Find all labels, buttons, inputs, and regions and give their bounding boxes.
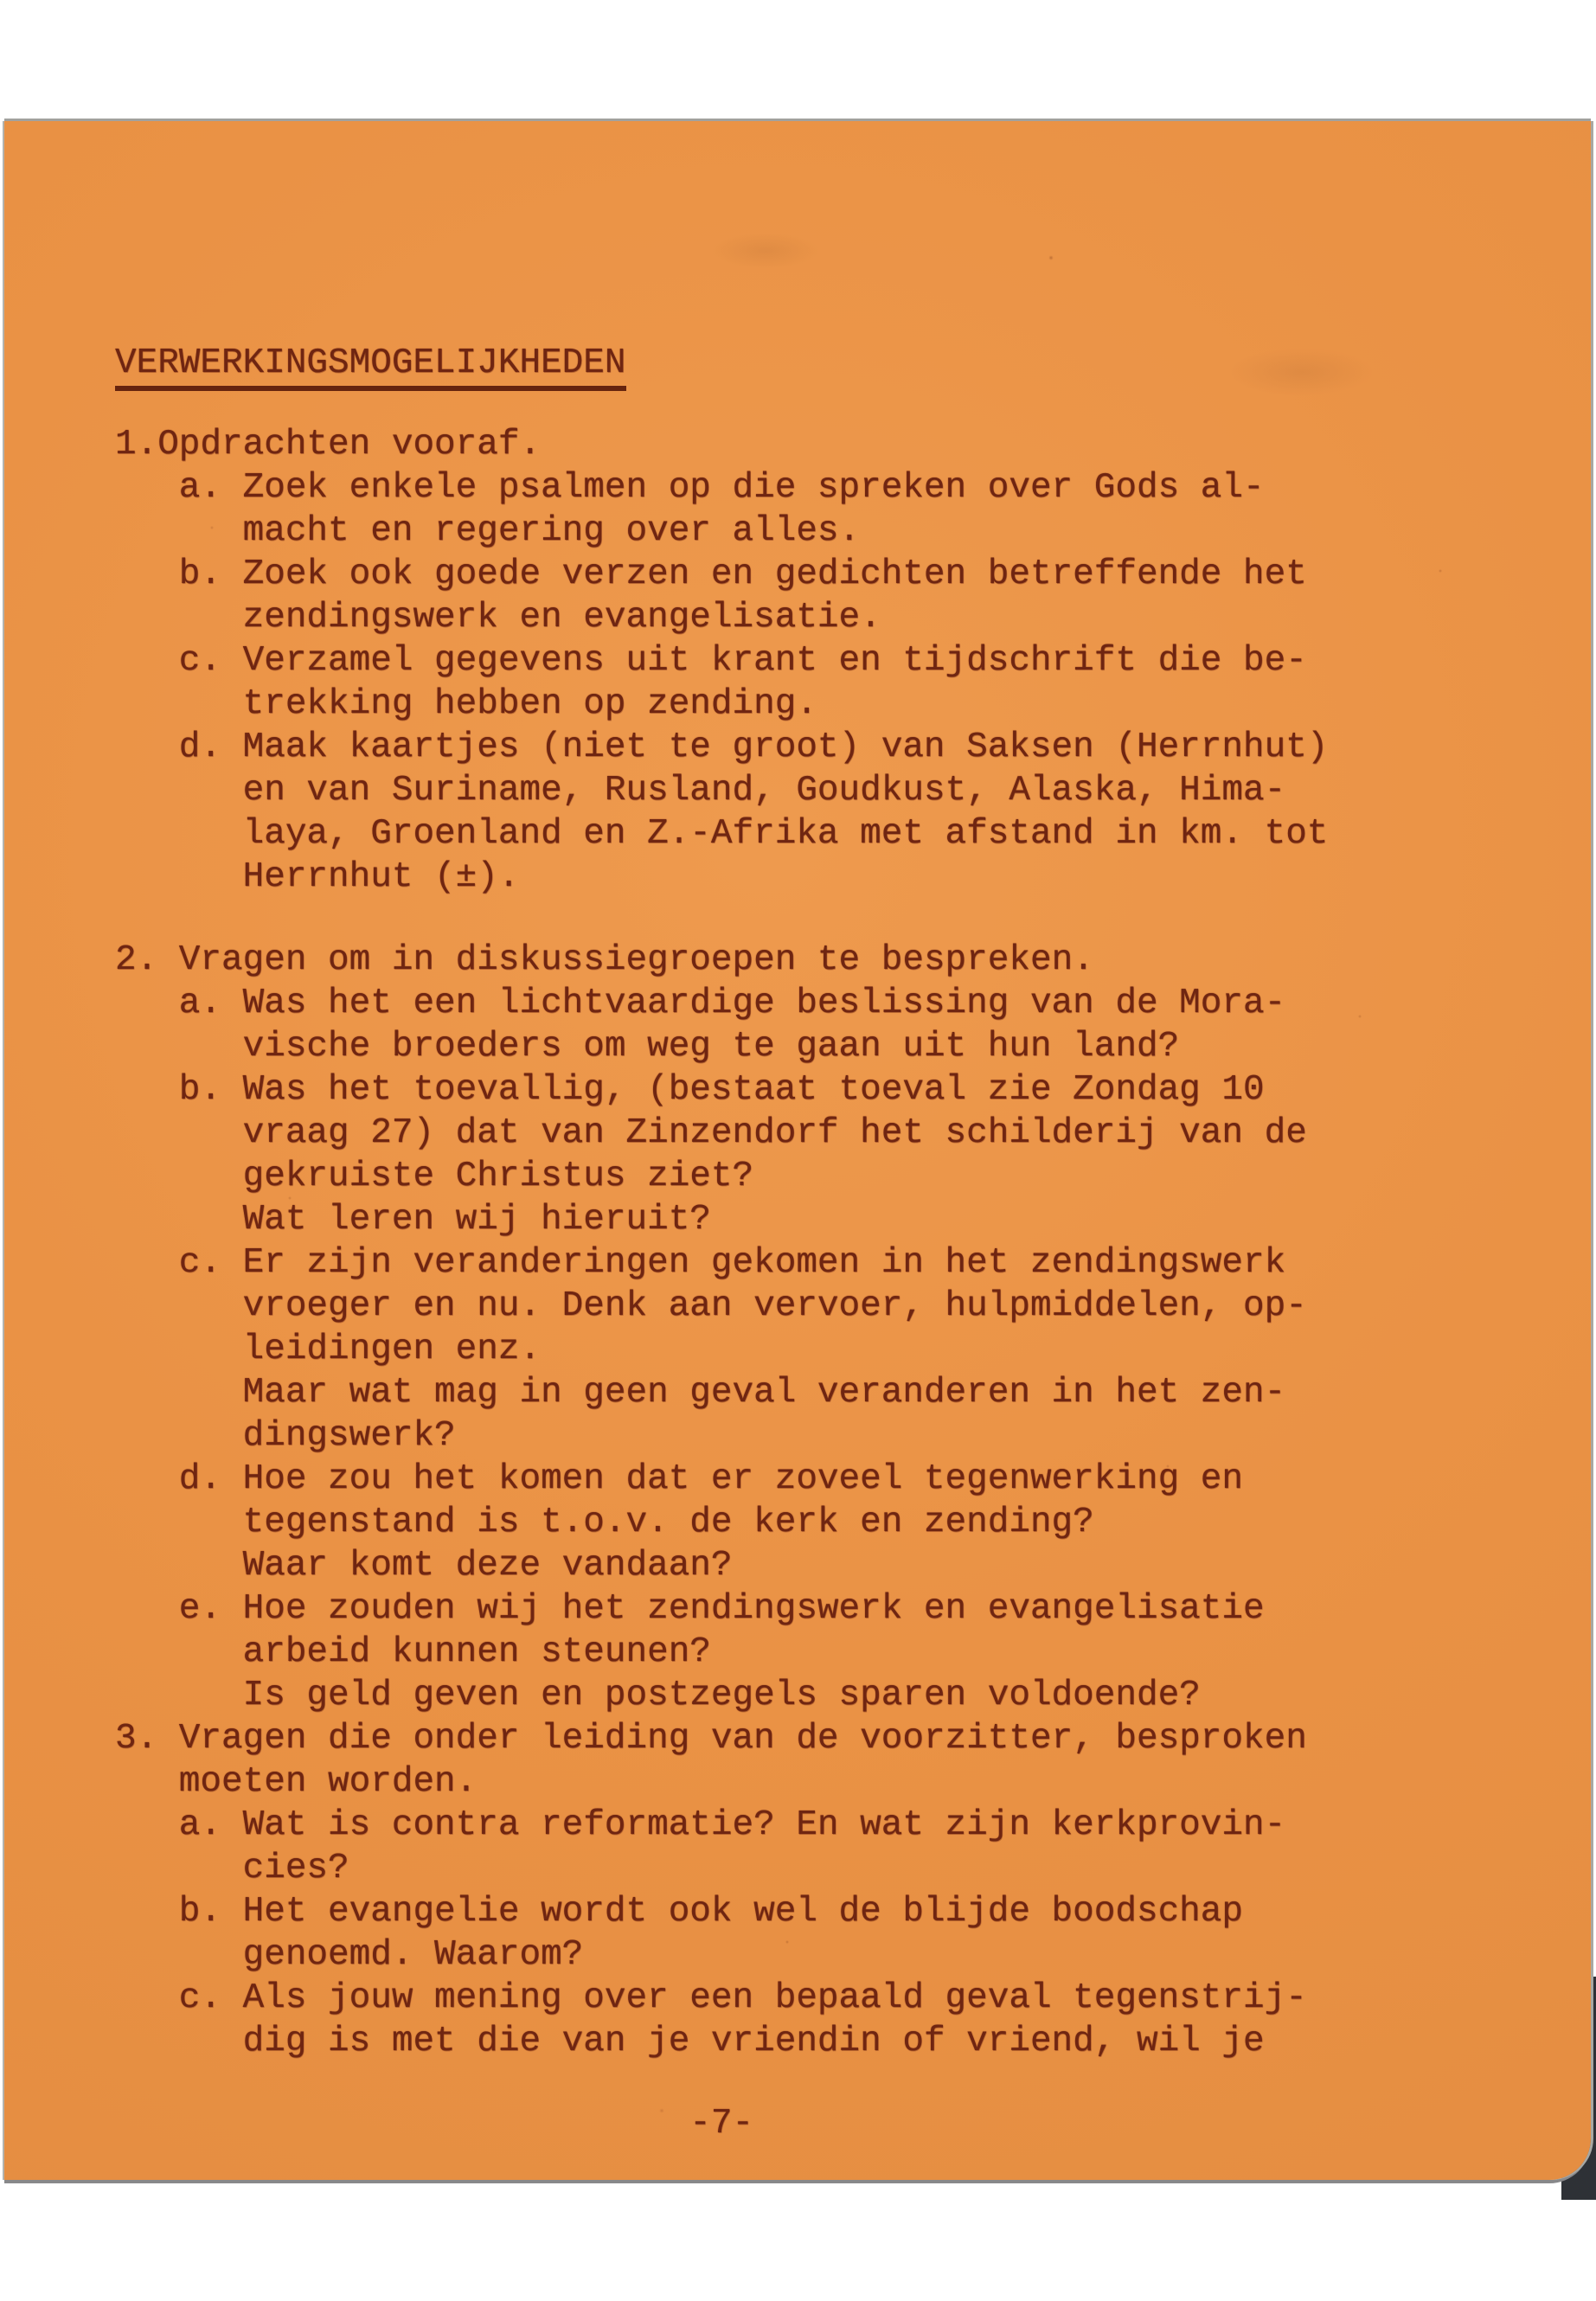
text-line: b. Het evangelie wordt ook wel de blijde boodschap <box>178 1892 1243 1932</box>
text-line: d. Maak kaartjes (niet te groot) van Saksen (Herrnhut) <box>178 727 1329 767</box>
text-line: a. Wat is contra reformatie? En wat zijn kerkprovin- <box>178 1805 1286 1845</box>
text-line: a. Zoek enkele psalmen op die spreken over Gods al- <box>178 468 1265 508</box>
text-line: genoemd. Waarom? <box>242 1935 584 1975</box>
text-line: Herrnhut (±). <box>242 857 520 897</box>
text-line: e. Hoe zouden wij het zendingswerk en evangelisatie <box>178 1589 1265 1629</box>
text-line: 1.Opdrachten vooraf. <box>115 425 542 465</box>
text-line: Waar komt deze vandaan? <box>242 1546 733 1586</box>
text-line: laya, Groenland en Z.-Afrika met afstand in km. tot <box>242 814 1329 854</box>
text-line: cies? <box>242 1849 349 1888</box>
text-line: 3. Vragen die onder leiding van de voorzitter, besproken <box>115 1719 1307 1759</box>
typewritten-text-block <box>115 342 1328 2145</box>
text-line: dingswerk? <box>242 1416 456 1456</box>
text-line: vraag 27) dat van Zinzendorf het schilderij van de <box>242 1113 1307 1153</box>
text-line: trekking hebben op zending. <box>242 684 817 724</box>
text-line: dig is met die van je vriendin of vriend, wil je <box>242 2022 1265 2061</box>
text-line: vische broeders om weg te gaan uit hun land? <box>242 1027 1180 1067</box>
text-line: en van Suriname, Rusland, Goudkust, Alaska, Hima- <box>242 771 1286 811</box>
text-line: b. Was het toevallig, (bestaat toeval zie Zondag 10 <box>178 1070 1265 1110</box>
text-line: Maar wat mag in geen geval veranderen in het zen- <box>242 1373 1286 1413</box>
text-line: a. Was het een lichtvaardige beslissing van de Mora- <box>178 984 1286 1023</box>
text-line: macht en regering over alles. <box>242 511 861 551</box>
page-number: -7- <box>689 2104 754 2144</box>
text-line: c. Als jouw mening over een bepaald geval tegenstrij- <box>178 1978 1307 2018</box>
text-line: gekruiste Christus ziet? <box>242 1157 754 1196</box>
text-line: tegenstand is t.o.v. de kerk en zending? <box>242 1503 1094 1542</box>
text-line: Is geld geven en postzegels sparen voldoende? <box>242 1676 1201 1715</box>
text-line: leidingen enz. <box>242 1330 542 1369</box>
text-line: arbeid kunnen steunen? <box>242 1632 711 1672</box>
paper-sheet <box>4 121 1591 2180</box>
text-line: zendingswerk en evangelisatie. <box>242 598 881 638</box>
text-line: Wat leren wij hieruit? <box>242 1200 711 1240</box>
text-line: vroeger en nu. Denk aan vervoer, hulpmiddelen, op- <box>242 1286 1307 1326</box>
text-line: 2. Vragen om in diskussiegroepen te bespreken. <box>115 940 1094 980</box>
text-line: c. Verzamel gegevens uit krant en tijdschrift die be- <box>178 641 1307 681</box>
text-line: c. Er zijn veranderingen gekomen in het zendingswerk <box>178 1243 1286 1283</box>
document-title: VERWERKINGSMOGELIJKHEDEN <box>115 342 626 391</box>
text-line: b. Zoek ook goede verzen en gedichten betreffende het <box>178 554 1307 594</box>
text-line: d. Hoe zou het komen dat er zoveel tegenwerking en <box>178 1459 1243 1499</box>
text-line: moeten worden. <box>178 1762 478 1802</box>
